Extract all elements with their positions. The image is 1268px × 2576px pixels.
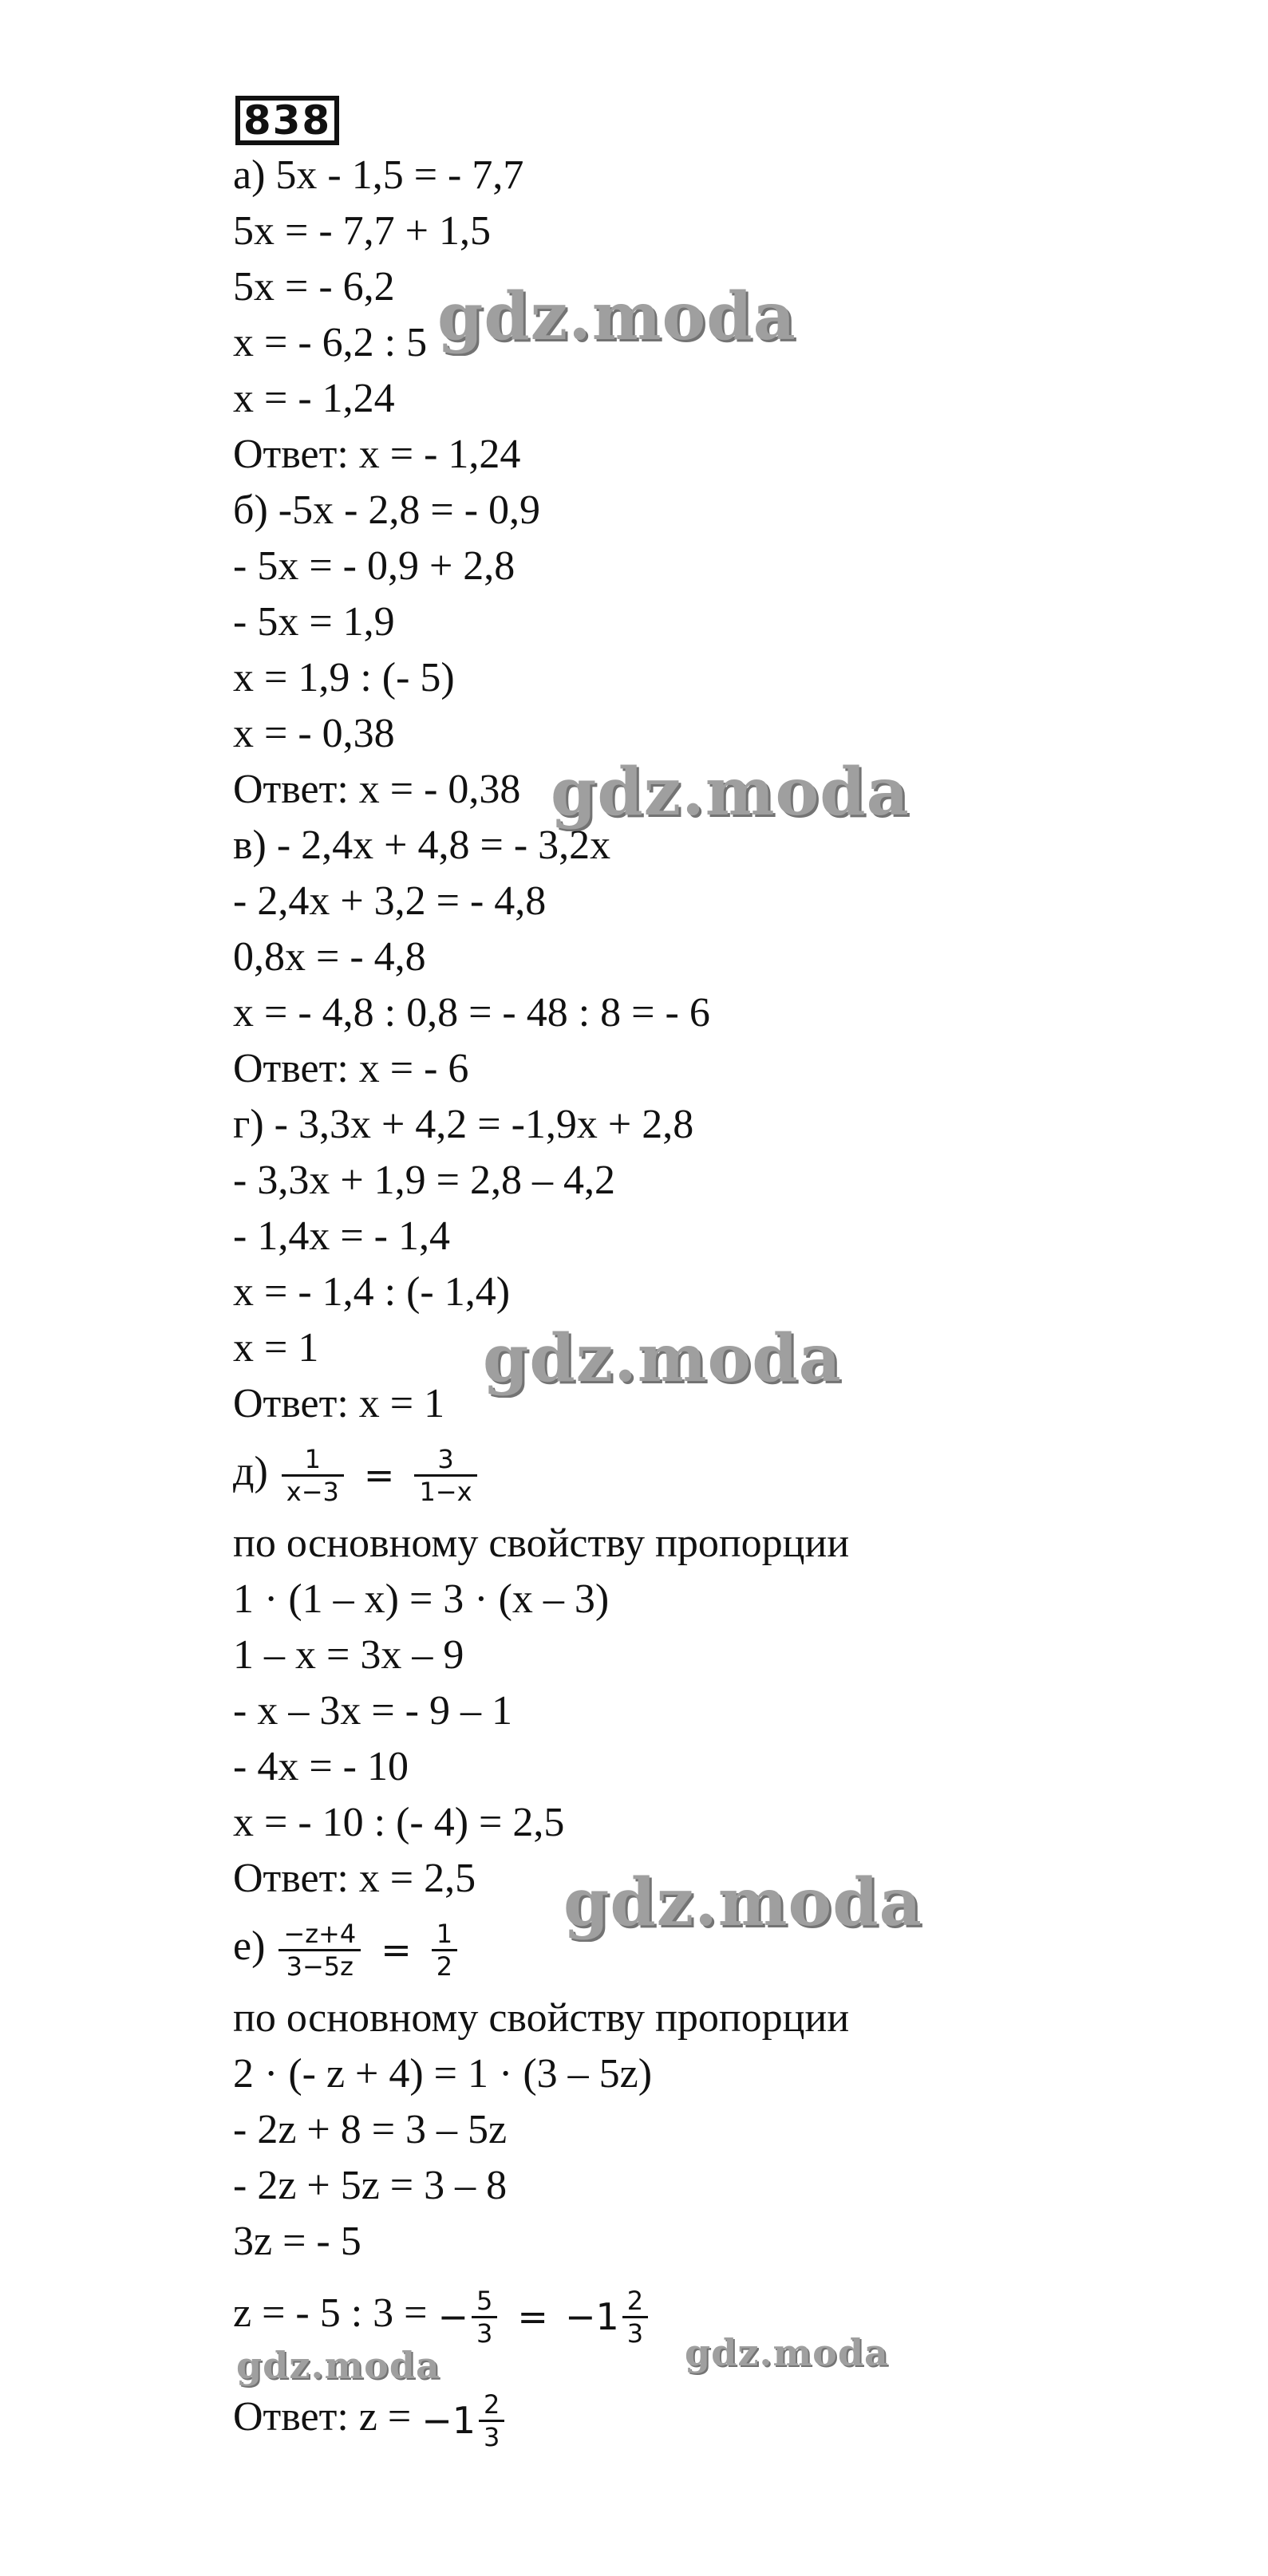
line-g4: х = - 1,4 : (- 1,4)	[233, 1269, 511, 1315]
answer-start: Ответ: z =	[233, 2394, 412, 2440]
line-e6: 3z = - 5	[233, 2219, 361, 2264]
result-start: z = - 5 : 3 =	[233, 2290, 428, 2336]
watermark-logo-small: gdz.moda	[236, 2344, 440, 2387]
line-b1: б) -5х - 2,8 = - 0,9	[233, 487, 541, 533]
fraction-e-right	[432, 1919, 457, 1982]
fraction-numerator: 5	[472, 2286, 497, 2318]
equals-sign: =	[363, 1454, 395, 1497]
mixed-whole: −1	[421, 2399, 476, 2443]
line-e1-fraction-equation	[233, 1915, 460, 1982]
watermark-logo: gdz.moda	[437, 278, 796, 355]
fraction-numerator: 1	[432, 1919, 457, 1951]
fraction-d-left	[282, 1444, 344, 1507]
line-b5: х = - 0,38	[233, 711, 395, 756]
answer-a: Ответ: х = - 1,24	[233, 432, 521, 477]
mixed-whole: −1	[564, 2295, 619, 2339]
fraction-numerator: 2	[622, 2286, 648, 2318]
fraction-five-thirds	[472, 2286, 497, 2349]
line-d6: - 4х = - 10	[233, 1744, 409, 1789]
watermark-logo: gdz.moda	[483, 1320, 842, 1397]
fraction-denominator: 2	[436, 1951, 453, 1982]
line-v1: в) - 2,4х + 4,8 = - 3,2х	[233, 823, 611, 868]
line-a1: а) 5х - 1,5 = - 7,7	[233, 152, 524, 198]
line-a3: 5х = - 6,2	[233, 264, 395, 310]
fraction-denominator: 3−5z	[286, 1951, 354, 1982]
line-a5: х = - 1,24	[233, 376, 395, 421]
answer-g: Ответ: х = 1	[233, 1381, 445, 1426]
prefix-d: д)	[233, 1449, 268, 1494]
answer-v: Ответ: х = - 6	[233, 1046, 469, 1091]
line-e2: по основному свойству пропорции	[233, 1995, 850, 2041]
line-v4: х = - 4,8 : 0,8 = - 48 : 8 = - 6	[233, 990, 710, 1036]
line-e3: 2 · (- z + 4) = 1 · (3 – 5z)	[233, 2051, 653, 2097]
fraction-numerator: −z+4	[278, 1919, 361, 1951]
line-b3: - 5х = 1,9	[233, 599, 395, 645]
line-g2: - 3,3х + 1,9 = 2,8 – 4,2	[233, 1158, 615, 1203]
fraction-denominator: 3	[626, 2318, 644, 2349]
equals-sign: =	[517, 2295, 548, 2339]
fraction-e-left	[278, 1919, 361, 1982]
line-d1-fraction-equation	[233, 1440, 480, 1507]
line-b4: х = 1,9 : (- 5)	[233, 655, 455, 700]
line-g1: г) - 3,3х + 4,2 = -1,9х + 2,8	[233, 1102, 694, 1147]
minus-sign: −	[437, 2295, 469, 2339]
fraction-numerator: 3	[414, 1444, 476, 1477]
line-d5: - х – 3х = - 9 – 1	[233, 1688, 512, 1734]
line-d4: 1 – х = 3х – 9	[233, 1632, 464, 1678]
watermark-logo: gdz.moda	[551, 754, 910, 830]
line-g3: - 1,4х = - 1,4	[233, 1213, 450, 1259]
answer-b: Ответ: х = - 0,38	[233, 767, 521, 812]
line-d2: по основному свойству пропорции	[233, 1521, 850, 1566]
fraction-denominator: x−3	[286, 1476, 339, 1507]
fraction-numerator: 1	[282, 1444, 344, 1477]
equals-sign: =	[381, 1928, 412, 1972]
line-a4: х = - 6,2 : 5	[233, 320, 428, 365]
line-d3: 1 · (1 – х) = 3 · (х – 3)	[233, 1576, 610, 1622]
line-v3: 0,8х = - 4,8	[233, 934, 426, 980]
fraction-denominator: 3	[476, 2318, 493, 2349]
watermark-logo-small: gdz.moda	[685, 2331, 889, 2374]
fraction-two-thirds	[479, 2389, 504, 2452]
line-e5: - 2z + 5z = 3 – 8	[233, 2163, 508, 2208]
fraction-numerator: 2	[479, 2389, 504, 2422]
line-e7-result	[233, 2282, 651, 2349]
line-a2: 5х = - 7,7 + 1,5	[233, 208, 491, 254]
line-v2: - 2,4х + 3,2 = - 4,8	[233, 878, 547, 924]
problem-number-box: 838	[235, 96, 339, 145]
fraction-denominator: 3	[484, 2421, 500, 2452]
answer-d: Ответ: х = 2,5	[233, 1856, 476, 1901]
watermark-logo: gdz.moda	[563, 1864, 922, 1941]
line-e4: - 2z + 8 = 3 – 5z	[233, 2107, 508, 2152]
prefix-e: е)	[233, 1923, 266, 1969]
line-d7: х = - 10 : (- 4) = 2,5	[233, 1800, 565, 1845]
fraction-denominator: 1−x	[419, 1476, 472, 1507]
line-b2: - 5х = - 0,9 + 2,8	[233, 543, 515, 589]
fraction-d-right	[414, 1444, 476, 1507]
fraction-two-thirds	[622, 2286, 648, 2349]
answer-e	[233, 2385, 508, 2452]
line-g5: х = 1	[233, 1325, 319, 1371]
